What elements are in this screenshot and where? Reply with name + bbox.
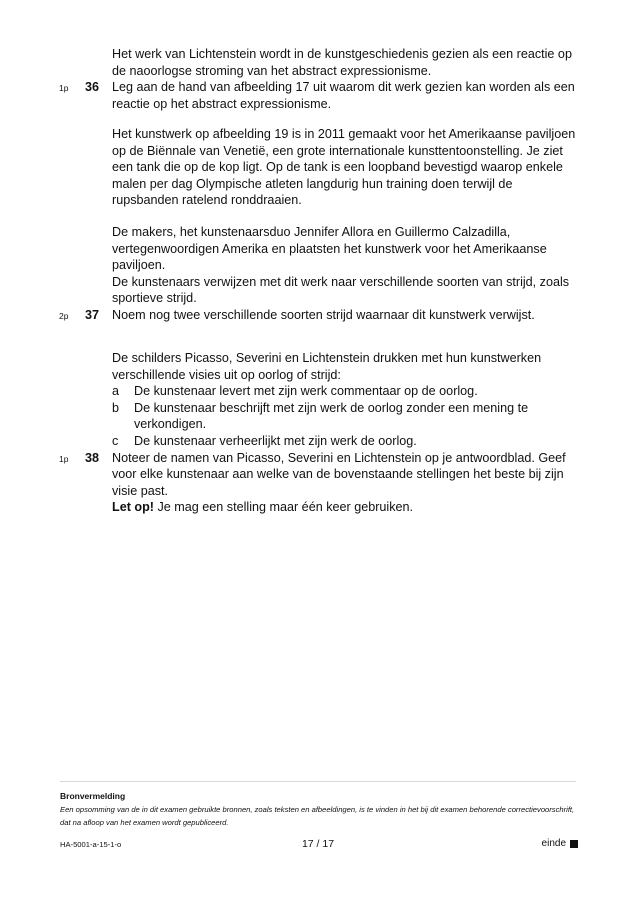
question-text: Leg aan de hand van afbeelding 17 uit waarom dit werk gezien kan worden als een reactie op het abstract expressionisme. [112,80,575,111]
question-text: Noteer de namen van Picasso, Severini en Lichtenstein op je antwoordblad. Geef voor elke kunstenaar aan welke van de bovenstaande stellingen het beste bij zijn visie past. [112,450,566,498]
statement-letter: a [112,384,120,399]
exam-code: HA-5001-a-15-1-o [60,840,122,849]
end-label: einde [541,838,566,849]
footer-source-note: Een opsomming van de in dit examen gebruikte bronnen, zoals teksten en afbeeldingen, is te vinden in het bij dit examen behorende correctievoorschrift, dat na afloop van het examen wordt gepubliceerd. [60,805,575,827]
statement-letter: b [112,400,120,415]
question-number: 38 [85,450,100,465]
section-q37 [59,224,582,324]
question-number: 36 [85,80,100,95]
statement-c [112,433,582,450]
question-text: Noem nog twee verschillende soorten strijd waarnaar dit kunstwerk verwijst. [112,307,535,322]
section-artwork-description [112,126,582,209]
end-square-icon [570,840,578,848]
struggle-paragraph: De kunstenaars verwijzen met dit werk naar verschillende soorten van strijd, zoals sportieve strijd. [112,274,570,306]
statement-text: De kunstenaar levert met zijn werk commentaar op de oorlog. [134,384,478,399]
statement-a [112,383,582,400]
question-points: 2p [59,310,69,321]
section-q36 [59,46,582,112]
statement-text: De kunstenaar verheerlijkt met zijn werk de oorlog. [134,433,417,448]
statement-b [112,400,582,433]
question-number: 37 [85,307,100,322]
question-36 [59,79,582,112]
end-marker [542,838,578,849]
note-label: Let op! [112,500,154,515]
footer-title: Bronvermelding [60,791,126,801]
note-text: Je mag een stelling maar één keer gebruiken. [153,500,414,515]
question-points: 1p [59,453,69,464]
question-points: 1p [59,83,69,94]
makers-paragraph: De makers, het kunstenaarsduo Jennifer Allora en Guillermo Calzadilla, vertegenwoordigen Amerika en plaatsten het kunstwerk voor het Amerikaanse paviljoen. [112,225,547,273]
question-38 [59,450,582,516]
painters-paragraph: De schilders Picasso, Severini en Lichtenstein drukken met hun kunstwerken verschillende visies uit op oorlog of strijd: [112,351,542,382]
statement-letter: c [112,433,119,448]
page-number: 17 / 17 [301,838,335,850]
footer-divider [60,781,576,782]
artwork-paragraph: Het kunstwerk op afbeelding 19 is in 2011 gemaakt voor het Amerikaanse paviljoen op de Biënnale van Venetië, een grote internationale kunsttentoonstelling. Je ziet een tank die op de kop ligt. Op de tank is een loopband bevestigd waarop enkele malen per dag Olympische atleten langdurig hun training doen terwijl de rupsbanden ratelend ronddraaien. [112,127,576,208]
intro-paragraph: Het werk van Lichtenstein wordt in de kunstgeschiedenis gezien als een reactie op de naoorlogse stroming van het abstract expressionisme. [112,47,572,78]
statement-text: De kunstenaar beschrijft met zijn werk de oorlog zonder een mening te verkondigen. [134,400,529,432]
section-q38 [59,350,582,516]
question-37 [59,307,582,324]
